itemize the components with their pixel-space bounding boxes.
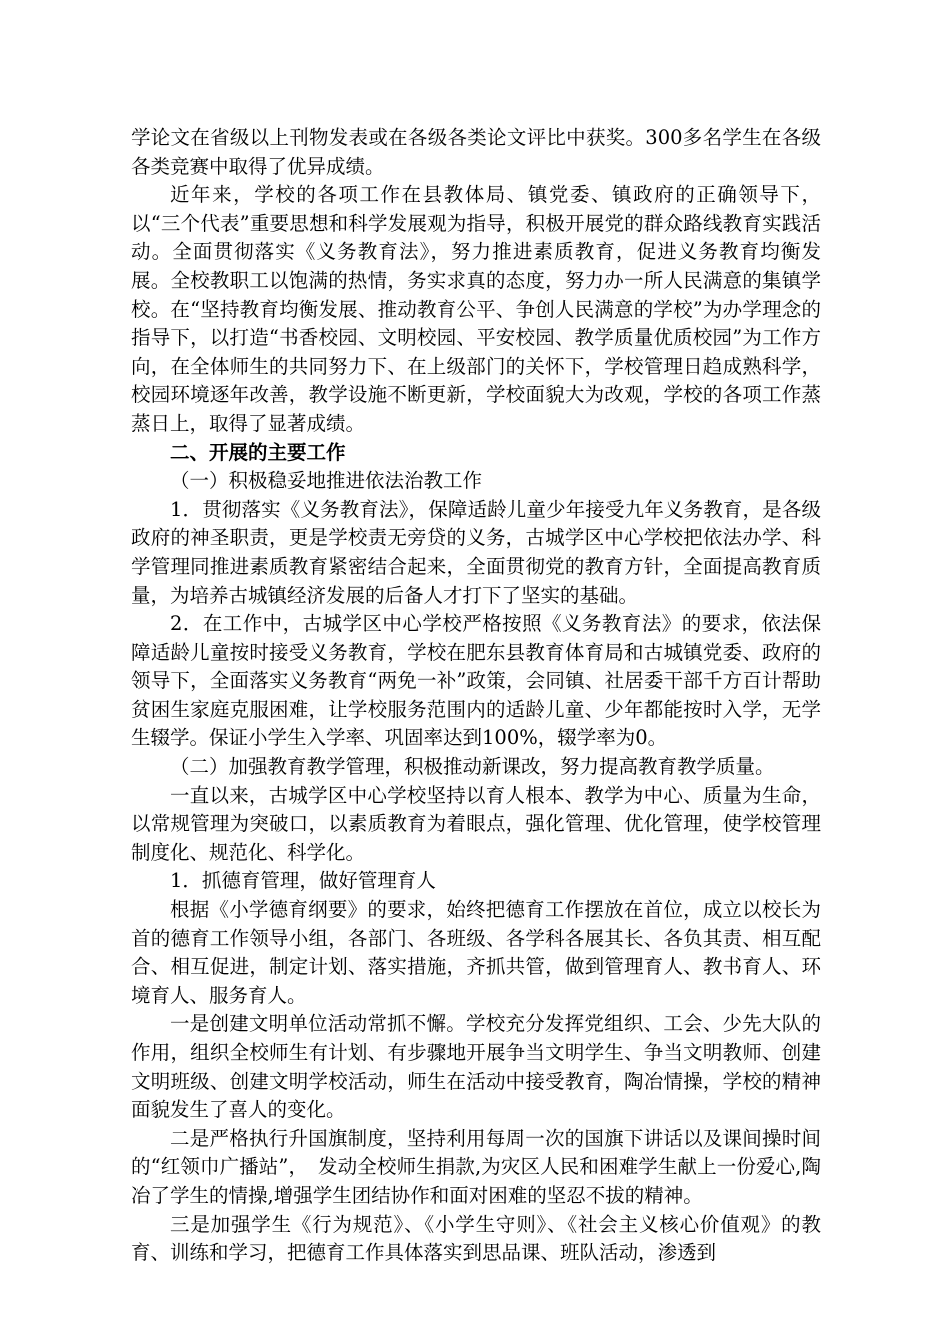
paragraph-item-2: 2．在工作中，古城学区中心学校严格按照《义务教育法》的要求，依法保障适龄儿童按时接受义务教育，学校在肥东县教育体育局和古城镇党委、政府的领导下，全面落实义务教育“两免一补”政策，会同镇、社居委干部千方百计帮助贫困生家庭克服困难，让学校服务范围内的适龄儿童、少年都能按时入学，无学生辍学。保证小学生入学率、巩固率达到100%，辍学率为0。 [131, 612, 821, 750]
paragraph-management-intro: 一直以来，古城学区中心学校坚持以育人根本、教学为中心、质量为生命，以常规管理为突破口，以素质教育为着眼点，强化管理、优化管理，使学校管理制度化、规范化、科学化。 [131, 783, 821, 864]
subheading-rule-of-law: （一）积极稳妥地推进依法治教工作 [170, 469, 483, 493]
paragraph-item-1: 1．贯彻落实《义务教育法》，保障适龄儿童少年接受九年义务教育，是各级政府的神圣职责，更是学校责无旁贷的义务，古城学区中心学校把依法办学、科学管理同推进素质教育紧密结合起来，全面贯彻党的教育方针，全面提高教育质量，为培养古城镇经济发展的后备人才打下了坚实的基础。 [131, 497, 821, 607]
subheading-moral-education: 1．抓德育管理，做好管理育人 [170, 869, 436, 893]
paragraph-recent-years: 近年来，学校的各项工作在县教体局、镇党委、镇政府的正确领导下，以“三个代表”重要思想和科学发展观为指导，积极开展党的群众路线教育实践活动。全面贯彻落实《义务教育法》，努力推进素质教育，促进义务教育均衡发展。全校教职工以饱满的热情，务实求真的态度，努力办一所人民满意的集镇学校。在“坚持教育均衡发展、推动教育公平、争创人民满意的学校”为办学理念的指导下，以打造“书香校园、文明校园、平安校园、教学质量优质校园”为工作方向，在全体师生的共同努力下、在上级部门的关怀下，学校管理日趋成熟科学，校园环境逐年改善，教学设施不断更新，学校面貌大为改观，学校的各项工作蒸蒸日上，取得了显著成绩。 [131, 183, 821, 435]
paragraph-flag-raising: 二是严格执行升国旗制度，坚持利用每周一次的国旗下讲话以及课间操时间的“红领巾广播站”， 发动全校师生捐款,为灾区人民和困难学生献上一份爱心,陶冶了学生的情操,增强学生团结协作和面对困难的坚忍不拔的精神。 [131, 1126, 821, 1207]
paragraph-civilized-unit: 一是创建文明单位活动常抓不懈。学校充分发挥党组织、工会、少先大队的作用，组织全校师生有计划、有步骤地开展争当文明学生、争当文明教师、创建文明班级、创建文明学校活动，师生在活动中接受教育，陶冶情操，学校的精神面貌发生了喜人的变化。 [131, 1012, 821, 1122]
paragraph-continuation: 学论文在省级以上刊物发表或在各级各类论文评比中获奖。300多名学生在各级各类竞赛中取得了优异成绩。 [131, 126, 821, 178]
paragraph-moral-outline: 根据《小学德育纲要》的要求，始终把德育工作摆放在首位，成立以校长为首的德育工作领导小组，各部门、各班级、各学科各展其长、各负其责、相互配合、相互促进，制定计划、落实措施，齐抓共管，做到管理育人、教书育人、环境育人、服务育人。 [131, 898, 821, 1007]
paragraph-code-of-conduct: 三是加强学生《行为规范》、《小学生守则》、《社会主义核心价值观》的教育、训练和学习，把德育工作具体落实到思品课、班队活动，渗透到 [131, 1212, 821, 1265]
document-body [131, 124, 821, 1268]
section-heading-main-work: 二、开展的主要工作 [170, 440, 346, 464]
subheading-teaching-management: （二）加强教育教学管理，积极推动新课改，努力提高教育教学质量。 [170, 755, 775, 779]
